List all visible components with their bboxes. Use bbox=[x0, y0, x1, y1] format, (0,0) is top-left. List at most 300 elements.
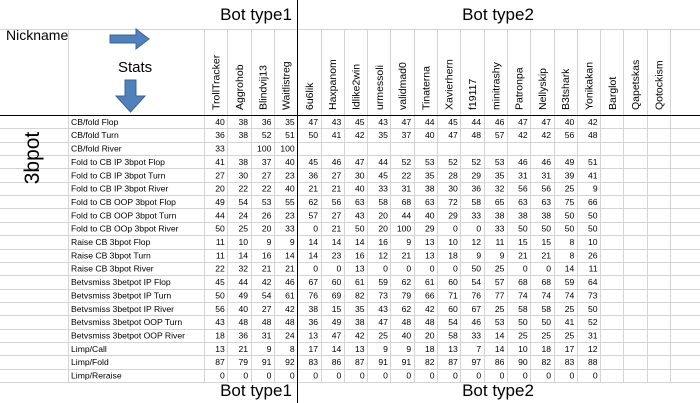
table-cell[interactable]: 0 bbox=[336, 370, 342, 381]
table-cell[interactable]: 33 bbox=[471, 330, 482, 341]
column-header[interactable]: urmessoli bbox=[373, 65, 386, 110]
table-cell[interactable]: 0 bbox=[453, 263, 458, 274]
table-cell[interactable]: 40 bbox=[285, 156, 295, 167]
column-header[interactable]: Yonikakan bbox=[583, 61, 596, 110]
table-cell[interactable]: 16 bbox=[355, 250, 365, 261]
table-cell[interactable]: 0 bbox=[592, 370, 598, 381]
table-cell[interactable]: 27 bbox=[261, 303, 272, 314]
table-cell[interactable]: 38 bbox=[541, 210, 551, 221]
table-cell[interactable]: 67 bbox=[471, 303, 482, 314]
table-cell[interactable]: 9 bbox=[499, 250, 505, 261]
table-cell[interactable]: 30 bbox=[355, 170, 365, 181]
table-cell[interactable]: 50 bbox=[471, 263, 482, 274]
table-cell[interactable]: 76 bbox=[308, 290, 318, 301]
table-cell[interactable]: 46 bbox=[285, 277, 295, 288]
table-cell[interactable]: 0 bbox=[383, 263, 388, 274]
table-cell[interactable]: 57 bbox=[494, 130, 505, 141]
table-cell[interactable]: 48 bbox=[471, 130, 482, 141]
table-cell[interactable]: 24 bbox=[238, 210, 249, 221]
table-cell[interactable]: 64 bbox=[588, 277, 598, 288]
table-cell[interactable]: 44 bbox=[238, 277, 249, 288]
table-cell[interactable]: 73 bbox=[588, 290, 598, 301]
table-cell[interactable]: 9 bbox=[406, 237, 412, 247]
table-cell[interactable]: 0 bbox=[522, 370, 528, 381]
table-cell[interactable]: 58 bbox=[448, 330, 458, 341]
table-cell[interactable]: 65 bbox=[494, 196, 505, 207]
table-cell[interactable]: 21 bbox=[238, 343, 249, 354]
table-cell[interactable]: 56 bbox=[331, 196, 342, 207]
table-cell[interactable]: 10 bbox=[588, 237, 598, 247]
stat-label[interactable]: Limp/Reraise bbox=[71, 370, 122, 381]
table-cell[interactable]: 43 bbox=[331, 116, 342, 127]
table-cell[interactable]: 79 bbox=[238, 357, 249, 368]
table-cell[interactable]: 9 bbox=[289, 237, 295, 247]
stat-label[interactable]: Limp/Call bbox=[71, 343, 107, 354]
table-cell[interactable]: 44 bbox=[378, 156, 388, 167]
table-cell[interactable]: 35 bbox=[355, 303, 365, 314]
table-cell[interactable]: 22 bbox=[261, 183, 272, 194]
table-cell[interactable]: 0 bbox=[476, 223, 482, 234]
table-cell[interactable]: 100 bbox=[280, 143, 295, 154]
table-cell[interactable]: 8 bbox=[569, 237, 575, 247]
table-cell[interactable]: 21 bbox=[261, 263, 272, 274]
column-header[interactable]: Waitlistreg bbox=[280, 61, 293, 110]
table-cell[interactable]: 92 bbox=[285, 357, 295, 368]
table-cell[interactable]: 51 bbox=[285, 130, 295, 141]
table-cell[interactable]: 68 bbox=[541, 277, 551, 288]
table-cell[interactable]: 50 bbox=[541, 317, 551, 328]
table-cell[interactable]: 50 bbox=[588, 303, 598, 314]
column-header[interactable]: Tinaterna bbox=[420, 66, 433, 110]
table-cell[interactable]: 42 bbox=[518, 130, 528, 141]
table-cell[interactable]: 97 bbox=[471, 357, 482, 368]
table-cell[interactable]: 22 bbox=[238, 183, 249, 194]
table-cell[interactable]: 32 bbox=[238, 263, 249, 274]
table-cell[interactable]: 14 bbox=[564, 263, 575, 274]
table-cell[interactable]: 21 bbox=[331, 183, 342, 194]
table-cell[interactable]: 83 bbox=[308, 357, 318, 368]
table-cell[interactable]: 82 bbox=[355, 290, 365, 301]
table-cell[interactable]: 0 bbox=[289, 370, 295, 381]
table-cell[interactable]: 40 bbox=[285, 183, 295, 194]
table-cell[interactable]: 47 bbox=[401, 116, 412, 127]
table-cell[interactable]: 87 bbox=[215, 357, 225, 368]
table-cell[interactable]: 31 bbox=[541, 170, 551, 181]
table-cell[interactable]: 25 bbox=[564, 183, 575, 194]
table-cell[interactable]: 47 bbox=[308, 116, 318, 127]
table-cell[interactable]: 63 bbox=[541, 196, 551, 207]
table-cell[interactable]: 74 bbox=[541, 290, 551, 301]
table-cell[interactable]: 12 bbox=[471, 237, 482, 247]
table-cell[interactable]: 11 bbox=[495, 237, 505, 247]
table-cell[interactable]: 9 bbox=[383, 343, 388, 354]
table-cell[interactable]: 66 bbox=[588, 196, 598, 207]
table-cell[interactable]: 52 bbox=[448, 156, 458, 167]
table-cell[interactable]: 36 bbox=[261, 116, 272, 127]
table-cell[interactable]: 27 bbox=[215, 170, 225, 181]
stat-label[interactable]: Betvsmiss 3betpot OOP River bbox=[71, 330, 185, 341]
table-cell[interactable]: 27 bbox=[331, 170, 342, 181]
table-cell[interactable]: 20 bbox=[378, 210, 388, 221]
table-cell[interactable]: 38 bbox=[308, 303, 318, 314]
table-cell[interactable]: 29 bbox=[471, 170, 482, 181]
table-cell[interactable]: 49 bbox=[215, 196, 225, 207]
stat-label[interactable]: CB/fold River bbox=[71, 143, 122, 154]
table-cell[interactable]: 32 bbox=[494, 183, 505, 194]
table-cell[interactable]: 56 bbox=[215, 303, 225, 314]
column-header[interactable]: B3tshark bbox=[560, 68, 573, 110]
table-cell[interactable]: 49 bbox=[331, 317, 342, 328]
table-cell[interactable]: 20 bbox=[261, 223, 272, 234]
table-cell[interactable]: 46 bbox=[471, 317, 482, 328]
table-cell[interactable]: 29 bbox=[448, 210, 458, 221]
table-cell[interactable]: 25 bbox=[238, 223, 249, 234]
table-cell[interactable]: 23 bbox=[331, 250, 342, 261]
table-cell[interactable]: 46 bbox=[494, 116, 505, 127]
table-cell[interactable]: 16 bbox=[378, 237, 388, 247]
table-cell[interactable]: 60 bbox=[331, 277, 342, 288]
table-cell[interactable]: 47 bbox=[448, 130, 458, 141]
column-header[interactable]: TrollTracker bbox=[210, 54, 223, 110]
table-cell[interactable]: 0 bbox=[546, 263, 551, 274]
stat-label[interactable]: Fold to CB OOP 3bpot Flop bbox=[71, 196, 176, 207]
table-cell[interactable]: 24 bbox=[285, 330, 295, 341]
table-cell[interactable]: 25 bbox=[494, 263, 505, 274]
table-cell[interactable]: 63 bbox=[518, 196, 528, 207]
table-cell[interactable]: 73 bbox=[378, 290, 388, 301]
table-cell[interactable]: 50 bbox=[564, 210, 575, 221]
table-cell[interactable]: 36 bbox=[308, 170, 318, 181]
table-cell[interactable]: 17 bbox=[564, 343, 575, 354]
table-cell[interactable]: 14 bbox=[331, 237, 342, 247]
table-cell[interactable]: 13 bbox=[448, 343, 458, 354]
table-cell[interactable]: 33 bbox=[285, 223, 295, 234]
table-cell[interactable]: 38 bbox=[518, 210, 528, 221]
table-cell[interactable]: 41 bbox=[215, 156, 225, 167]
table-cell[interactable]: 37 bbox=[261, 156, 272, 167]
table-cell[interactable]: 0 bbox=[499, 370, 505, 381]
table-cell[interactable]: 45 bbox=[215, 277, 225, 288]
column-header[interactable]: minitrashy bbox=[490, 62, 503, 110]
column-header[interactable]: Blindvij13 bbox=[257, 65, 270, 110]
table-cell[interactable]: 90 bbox=[518, 357, 528, 368]
table-cell[interactable]: 56 bbox=[541, 183, 551, 194]
table-cell[interactable]: 43 bbox=[378, 116, 388, 127]
table-cell[interactable]: 40 bbox=[238, 303, 249, 314]
column-header[interactable]: Qapetskas bbox=[630, 59, 643, 110]
table-cell[interactable]: 48 bbox=[588, 130, 598, 141]
table-cell[interactable]: 12 bbox=[378, 250, 388, 261]
table-cell[interactable]: 61 bbox=[424, 277, 435, 288]
column-header[interactable]: Haxpanom bbox=[327, 59, 340, 110]
table-cell[interactable]: 45 bbox=[308, 156, 318, 167]
table-cell[interactable]: 14 bbox=[238, 250, 249, 261]
table-cell[interactable]: 71 bbox=[448, 290, 458, 301]
table-cell[interactable]: 41 bbox=[331, 130, 342, 141]
table-cell[interactable]: 67 bbox=[308, 277, 318, 288]
table-cell[interactable]: 40 bbox=[424, 130, 435, 141]
table-cell[interactable]: 7 bbox=[476, 343, 482, 354]
table-cell[interactable]: 0 bbox=[359, 370, 365, 381]
table-cell[interactable]: 44 bbox=[424, 116, 435, 127]
table-cell[interactable]: 36 bbox=[471, 183, 482, 194]
table-cell[interactable]: 18 bbox=[541, 343, 551, 354]
table-cell[interactable]: 40 bbox=[564, 116, 575, 127]
table-cell[interactable]: 9 bbox=[266, 343, 272, 354]
table-cell[interactable]: 0 bbox=[429, 263, 435, 274]
stat-label[interactable]: Fold to CB IP 3bpot Flop bbox=[71, 156, 165, 167]
table-cell[interactable]: 63 bbox=[355, 196, 365, 207]
table-cell[interactable]: 59 bbox=[378, 277, 388, 288]
table-cell[interactable]: 40 bbox=[401, 330, 412, 341]
table-cell[interactable]: 0 bbox=[313, 263, 318, 274]
table-cell[interactable]: 44 bbox=[401, 210, 412, 221]
table-cell[interactable]: 47 bbox=[331, 330, 342, 341]
table-cell[interactable]: 82 bbox=[424, 357, 435, 368]
table-cell[interactable]: 35 bbox=[378, 130, 388, 141]
table-cell[interactable]: 48 bbox=[401, 317, 412, 328]
table-cell[interactable]: 52 bbox=[401, 156, 412, 167]
table-cell[interactable]: 60 bbox=[448, 277, 458, 288]
table-cell[interactable]: 0 bbox=[266, 370, 272, 381]
table-cell[interactable]: 21 bbox=[331, 223, 342, 234]
column-header[interactable]: f19117 bbox=[466, 78, 479, 110]
table-cell[interactable]: 53 bbox=[261, 196, 272, 207]
table-cell[interactable]: 11 bbox=[588, 263, 598, 274]
table-cell[interactable]: 54 bbox=[448, 317, 458, 328]
table-cell[interactable]: 74 bbox=[564, 290, 575, 301]
table-cell[interactable]: 49 bbox=[564, 156, 575, 167]
table-cell[interactable]: 50 bbox=[588, 210, 598, 221]
table-cell[interactable]: 25 bbox=[541, 330, 551, 341]
table-cell[interactable]: 56 bbox=[518, 183, 528, 194]
stat-label[interactable]: Fold to CB IP 3bpot River bbox=[71, 183, 169, 194]
table-cell[interactable]: 75 bbox=[564, 196, 575, 207]
table-cell[interactable]: 14 bbox=[494, 330, 505, 341]
table-cell[interactable]: 27 bbox=[331, 210, 342, 221]
table-cell[interactable]: 45 bbox=[378, 170, 388, 181]
table-cell[interactable]: 20 bbox=[215, 183, 225, 194]
table-cell[interactable]: 46 bbox=[541, 156, 551, 167]
table-cell[interactable]: 20 bbox=[424, 330, 435, 341]
table-cell[interactable]: 31 bbox=[401, 183, 412, 194]
table-cell[interactable]: 77 bbox=[494, 290, 505, 301]
table-cell[interactable]: 42 bbox=[355, 330, 365, 341]
table-cell[interactable]: 38 bbox=[238, 156, 249, 167]
table-cell[interactable]: 40 bbox=[355, 183, 365, 194]
table-cell[interactable]: 42 bbox=[285, 303, 295, 314]
table-cell[interactable]: 0 bbox=[336, 263, 342, 274]
column-header[interactable]: Idlike2win bbox=[350, 63, 363, 110]
table-cell[interactable]: 48 bbox=[238, 317, 249, 328]
table-cell[interactable]: 86 bbox=[331, 357, 342, 368]
table-cell[interactable]: 91 bbox=[378, 357, 388, 368]
table-cell[interactable]: 30 bbox=[238, 170, 249, 181]
table-cell[interactable]: 21 bbox=[401, 250, 412, 261]
table-cell[interactable]: 47 bbox=[541, 116, 551, 127]
table-cell[interactable]: 50 bbox=[564, 223, 575, 234]
table-cell[interactable]: 69 bbox=[331, 290, 342, 301]
table-cell[interactable]: 47 bbox=[378, 317, 388, 328]
table-cell[interactable]: 14 bbox=[308, 237, 318, 247]
table-cell[interactable]: 50 bbox=[215, 223, 225, 234]
table-cell[interactable]: 11 bbox=[215, 250, 225, 261]
table-cell[interactable]: 25 bbox=[564, 330, 575, 341]
table-cell[interactable]: 18 bbox=[215, 330, 225, 341]
table-cell[interactable]: 9 bbox=[266, 237, 272, 247]
table-cell[interactable]: 10 bbox=[448, 237, 458, 247]
table-cell[interactable]: 31 bbox=[261, 330, 272, 341]
table-cell[interactable]: 15 bbox=[331, 303, 342, 314]
table-cell[interactable]: 14 bbox=[331, 343, 342, 354]
table-cell[interactable]: 9 bbox=[476, 250, 482, 261]
table-cell[interactable]: 33 bbox=[378, 183, 388, 194]
table-cell[interactable]: 50 bbox=[215, 290, 225, 301]
table-cell[interactable]: 13 bbox=[424, 250, 435, 261]
table-cell[interactable]: 46 bbox=[331, 156, 342, 167]
column-header[interactable]: Aggrohob bbox=[234, 64, 246, 110]
table-cell[interactable]: 72 bbox=[448, 196, 458, 207]
table-cell[interactable]: 25 bbox=[518, 330, 528, 341]
table-cell[interactable]: 45 bbox=[355, 116, 365, 127]
table-cell[interactable]: 44 bbox=[471, 116, 482, 127]
stat-label[interactable]: Fold to CB IP 3bpot Turn bbox=[71, 170, 166, 181]
table-cell[interactable]: 31 bbox=[588, 330, 598, 341]
table-cell[interactable]: 20 bbox=[378, 223, 388, 234]
table-cell[interactable]: 91 bbox=[261, 357, 272, 368]
table-cell[interactable]: 39 bbox=[564, 170, 575, 181]
table-cell[interactable]: 68 bbox=[401, 196, 412, 207]
table-cell[interactable]: 50 bbox=[588, 223, 598, 234]
table-cell[interactable]: 22 bbox=[215, 263, 225, 274]
stat-label[interactable]: Betvsmiss 3betpot IP River bbox=[71, 303, 175, 314]
table-cell[interactable]: 33 bbox=[494, 223, 505, 234]
table-cell[interactable]: 14 bbox=[355, 237, 365, 247]
table-cell[interactable]: 0 bbox=[522, 263, 528, 274]
table-cell[interactable]: 42 bbox=[261, 277, 272, 288]
table-cell[interactable]: 58 bbox=[518, 303, 528, 314]
table-cell[interactable]: 27 bbox=[261, 170, 272, 181]
table-cell[interactable]: 40 bbox=[424, 210, 435, 221]
table-cell[interactable]: 48 bbox=[261, 317, 272, 328]
table-cell[interactable]: 100 bbox=[257, 143, 272, 154]
table-cell[interactable]: 0 bbox=[313, 223, 318, 234]
table-cell[interactable]: 62 bbox=[401, 277, 412, 288]
table-cell[interactable]: 47 bbox=[518, 116, 528, 127]
table-cell[interactable]: 82 bbox=[541, 357, 551, 368]
table-cell[interactable]: 35 bbox=[424, 170, 435, 181]
table-cell[interactable]: 0 bbox=[429, 370, 435, 381]
table-cell[interactable]: 25 bbox=[494, 303, 505, 314]
table-cell[interactable]: 8 bbox=[569, 250, 575, 261]
table-cell[interactable]: 13 bbox=[308, 330, 318, 341]
table-cell[interactable]: 86 bbox=[494, 357, 505, 368]
table-cell[interactable]: 42 bbox=[355, 130, 365, 141]
table-cell[interactable]: 36 bbox=[215, 130, 225, 141]
table-cell[interactable]: 10 bbox=[518, 343, 528, 354]
table-cell[interactable]: 0 bbox=[406, 370, 412, 381]
table-cell[interactable]: 11 bbox=[215, 237, 225, 247]
table-cell[interactable]: 57 bbox=[308, 210, 318, 221]
table-cell[interactable]: 42 bbox=[541, 130, 551, 141]
table-cell[interactable]: 23 bbox=[285, 170, 295, 181]
stat-label[interactable]: Raise CB 3bpot River bbox=[71, 263, 154, 274]
table-cell[interactable]: 21 bbox=[541, 250, 551, 261]
table-cell[interactable]: 44 bbox=[215, 210, 225, 221]
table-cell[interactable]: 38 bbox=[355, 317, 365, 328]
table-cell[interactable]: 25 bbox=[378, 330, 388, 341]
table-cell[interactable]: 17 bbox=[308, 343, 318, 354]
table-cell[interactable]: 21 bbox=[285, 263, 295, 274]
table-cell[interactable]: 52 bbox=[261, 130, 272, 141]
stat-label[interactable]: Fold to CB OOp 3bpot River bbox=[71, 223, 179, 234]
table-cell[interactable]: 58 bbox=[378, 196, 388, 207]
stat-label[interactable]: Fold to CB OOP 3bpot Turn bbox=[71, 210, 177, 221]
table-cell[interactable]: 15 bbox=[518, 237, 528, 247]
table-cell[interactable]: 35 bbox=[285, 116, 295, 127]
table-cell[interactable]: 61 bbox=[355, 277, 365, 288]
table-cell[interactable]: 29 bbox=[424, 223, 435, 234]
table-cell[interactable]: 22 bbox=[401, 170, 412, 181]
table-cell[interactable]: 63 bbox=[424, 196, 435, 207]
table-cell[interactable]: 43 bbox=[355, 210, 365, 221]
table-cell[interactable]: 14 bbox=[494, 343, 505, 354]
stat-label[interactable]: Raise CB 3bpot Turn bbox=[71, 250, 151, 261]
table-cell[interactable]: 36 bbox=[238, 330, 249, 341]
table-cell[interactable]: 49 bbox=[238, 290, 249, 301]
table-cell[interactable]: 25 bbox=[564, 303, 575, 314]
table-cell[interactable]: 55 bbox=[285, 196, 295, 207]
stat-label[interactable]: CB/fold Turn bbox=[71, 130, 119, 141]
table-cell[interactable]: 18 bbox=[424, 343, 435, 354]
table-cell[interactable]: 53 bbox=[494, 156, 505, 167]
table-cell[interactable]: 50 bbox=[518, 223, 528, 234]
table-cell[interactable]: 37 bbox=[401, 130, 412, 141]
table-cell[interactable]: 45 bbox=[448, 116, 458, 127]
table-cell[interactable]: 56 bbox=[564, 130, 575, 141]
stat-label[interactable]: Limp/Fold bbox=[71, 357, 109, 368]
table-cell[interactable]: 31 bbox=[518, 170, 528, 181]
table-cell[interactable]: 21 bbox=[518, 250, 528, 261]
table-cell[interactable]: 8 bbox=[289, 343, 295, 354]
table-cell[interactable]: 13 bbox=[424, 237, 435, 247]
table-cell[interactable]: 58 bbox=[541, 303, 551, 314]
table-cell[interactable]: 54 bbox=[238, 196, 249, 207]
table-cell[interactable]: 53 bbox=[494, 317, 505, 328]
table-cell[interactable]: 43 bbox=[378, 303, 388, 314]
table-cell[interactable]: 26 bbox=[261, 210, 272, 221]
table-cell[interactable]: 51 bbox=[588, 156, 598, 167]
table-cell[interactable]: 59 bbox=[564, 277, 575, 288]
table-cell[interactable]: 54 bbox=[261, 290, 272, 301]
table-cell[interactable]: 14 bbox=[308, 250, 318, 261]
table-cell[interactable]: 62 bbox=[401, 303, 412, 314]
stat-label[interactable]: CB/fold Flop bbox=[71, 116, 119, 127]
table-cell[interactable]: 33 bbox=[471, 210, 482, 221]
table-cell[interactable]: 61 bbox=[285, 290, 295, 301]
table-cell[interactable]: 76 bbox=[471, 290, 482, 301]
table-cell[interactable]: 58 bbox=[471, 196, 482, 207]
stat-label[interactable]: Betvsmiss 3betpot IP Turn bbox=[71, 290, 172, 301]
table-cell[interactable]: 83 bbox=[564, 357, 575, 368]
table-cell[interactable]: 15 bbox=[541, 237, 551, 247]
column-header[interactable]: Qotockism bbox=[653, 60, 666, 110]
table-cell[interactable]: 50 bbox=[518, 317, 528, 328]
table-cell[interactable]: 52 bbox=[471, 156, 482, 167]
table-cell[interactable]: 48 bbox=[285, 317, 295, 328]
column-header[interactable]: Barglot bbox=[606, 76, 619, 110]
table-cell[interactable]: 0 bbox=[220, 370, 225, 381]
